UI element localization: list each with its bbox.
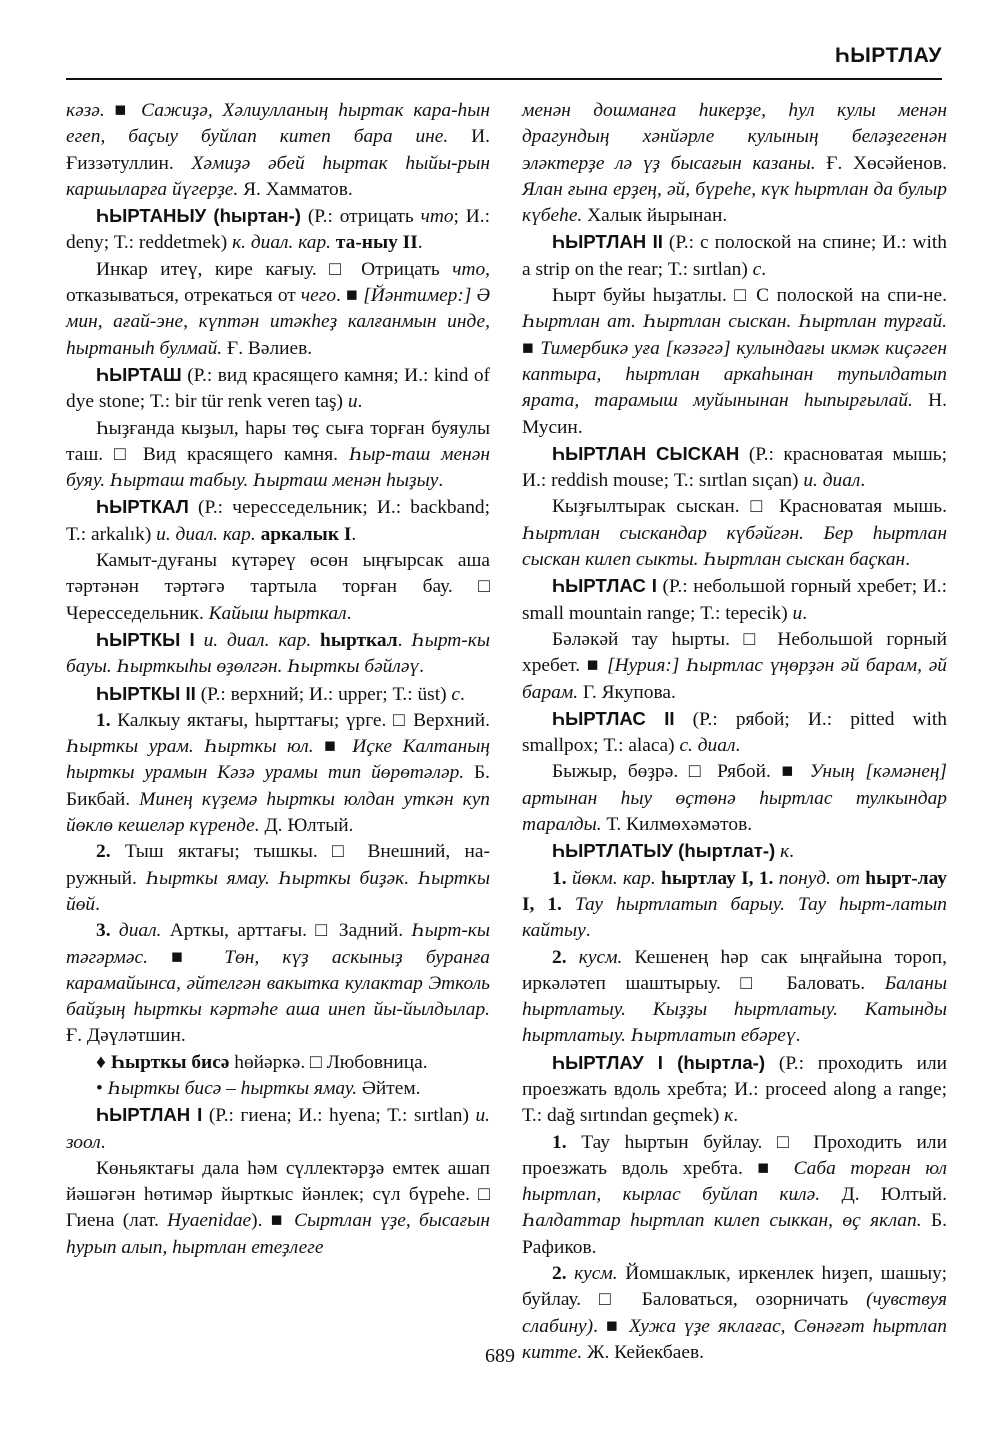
entry-header bbox=[66, 494, 490, 548]
example-text: менән дошманға һикерҙе, һул кулы менән драгундың хәнйәрле кулының беләҙегенән эләктерҙе лә үҙ бысағын казаны. bbox=[522, 100, 947, 174]
headword: ҺЫРТЛАУ I (һыртла-) bbox=[552, 1051, 766, 1073]
text: . bbox=[346, 602, 352, 624]
text: (Р.: вид красящего камня; И.: kind of dye stone; Т.: bir tür renk veren taş) bbox=[66, 364, 490, 413]
sense bbox=[66, 708, 490, 839]
text: , отказываться, отрекаться от bbox=[66, 258, 490, 307]
example-text: Һалдаттар һыртлап килеп сыккан, өҫ яклап. bbox=[522, 1210, 922, 1232]
definition bbox=[66, 548, 490, 627]
entry-header bbox=[522, 838, 947, 865]
text: Һырт буйы һыҙатлы. □ С полоской на спи-не. bbox=[552, 285, 947, 307]
author: Н. Мусин. bbox=[522, 390, 947, 438]
cross-reference: һыртлау I, 1. bbox=[661, 867, 774, 889]
example-text: [Йәнтимер:] Ә мин, ағай-эне, күптән итәкһеҙ калғанмын инде, һыртаныһ булмай. bbox=[66, 285, 490, 359]
example-text: Минең күҙемә һырткы юлдан уткән куп йөклө кешеләр күренде. bbox=[66, 788, 490, 837]
text: (Р.: красноватая мышь; И.: reddish mouse; Т.: sırtlan sıçan) bbox=[522, 443, 947, 492]
author: Ғ. Хөсәйенов. bbox=[815, 152, 947, 174]
grammar-label: к bbox=[724, 1105, 734, 1127]
example-text: Һырткы урам. Һырткы юл. bbox=[66, 736, 314, 758]
text: . bbox=[357, 391, 363, 413]
text: Камыт-дуғаны күтәреү өсөн ыңғырсак аша тәртәнән тәртәгә тартыла торған бау. □ Чересседельник. bbox=[66, 550, 490, 624]
example-text: Сажиҙә, Хәлиулланың һыртак кара-һын егеп, баҫыу буйлап китеп бара ине. bbox=[66, 100, 491, 148]
grammar-label: с bbox=[451, 683, 460, 705]
headword: ҺЫРТЛАН СЫСКАН bbox=[552, 442, 740, 464]
author: Ғ. Дәүләтшин. bbox=[66, 1025, 186, 1047]
text: кәзә. ■ bbox=[66, 100, 142, 121]
entry-header bbox=[522, 573, 947, 627]
author: Г. Якупова. bbox=[578, 681, 676, 703]
text: һөйәркә. □ Любовница. bbox=[229, 1051, 428, 1073]
example-text: Һыртлан сыскандар күбәйгән. Бер һыртлан сыскан килеп сыкты. Һыртлан сыскан баҫкан bbox=[522, 522, 947, 571]
text: Әйтем. bbox=[357, 1077, 421, 1099]
text: Кыҙғылтырак сыскан. □ Красноватая мышь. bbox=[552, 496, 947, 518]
example-text: Уның [кәмәнең] артынан һыу өҫтөнә һыртлас тулкындар таралды. bbox=[522, 761, 947, 836]
sense bbox=[66, 839, 490, 918]
text: что bbox=[420, 206, 454, 228]
text: . bbox=[761, 258, 767, 280]
diamond-icon: ♦ bbox=[96, 1051, 111, 1073]
sense-number: 2. bbox=[552, 1263, 567, 1285]
definition bbox=[522, 627, 947, 706]
headword: ҺЫРТКЫ II bbox=[96, 682, 196, 704]
author: И. Ғиззәтуллин. bbox=[66, 126, 490, 174]
grammar-label: и. зоол bbox=[66, 1105, 490, 1153]
author: Халык йырынан. bbox=[582, 205, 728, 227]
headword: ҺЫРТЛАН II bbox=[552, 231, 663, 253]
text: . ■ bbox=[336, 285, 364, 307]
grammar-label: и. диал bbox=[803, 470, 861, 492]
text: . bbox=[735, 735, 741, 757]
text: Инкар итеү, кире кағыу. □ Отрицать bbox=[96, 258, 453, 280]
text: . bbox=[795, 1025, 801, 1047]
page-number: 689 bbox=[485, 1345, 515, 1367]
cross-reference: та-ныу II bbox=[335, 232, 418, 254]
text: ■ bbox=[147, 946, 225, 968]
text: ■ bbox=[522, 337, 541, 359]
grammar-label: понуд. от bbox=[778, 867, 860, 889]
definition bbox=[66, 416, 490, 495]
sense-number: 2. bbox=[552, 946, 567, 968]
text: . bbox=[417, 232, 423, 254]
text: Бәләкәй тау һырты. □ Небольшой горный хребет. ■ bbox=[522, 628, 947, 677]
text: . bbox=[351, 523, 357, 545]
definition bbox=[522, 283, 947, 441]
author: Д. Юлтый. bbox=[820, 1184, 948, 1206]
text bbox=[311, 630, 320, 651]
author: Д. Юлтый. bbox=[259, 815, 354, 837]
text: что bbox=[452, 258, 486, 280]
example-text: Хәмиҙә әбей һыртак һыйы-рын каршыларға йүгерҙе. bbox=[66, 152, 490, 200]
grammar-label: йөкм. кар. bbox=[566, 867, 656, 889]
example-text: Һырт-кы тәгәрмәс. bbox=[66, 920, 490, 968]
example-text: Баланы һыртлатыу. Кыҙҙы һыртлатыу. Катынды һыртлатыу. Һыртлатып ебәреү bbox=[522, 972, 947, 1047]
example-text: Һырткы бисә – һырткы ямау. bbox=[107, 1077, 358, 1099]
grammar-label: с bbox=[752, 258, 762, 280]
latin-name: Hyaenidae bbox=[167, 1210, 252, 1232]
grammar-label: и bbox=[347, 391, 358, 413]
phrase: Һырткы бисә bbox=[110, 1051, 230, 1073]
text: (Р.: чересседельник; И.: backband; Т.: arkalık) bbox=[66, 497, 490, 545]
entry-header bbox=[66, 1102, 490, 1156]
text: . bbox=[905, 549, 911, 571]
text: Йомшаклык, иркенлек һиҙеп, шашыу; буйлау. □ Баловаться, озорничать bbox=[522, 1263, 947, 1311]
text: . bbox=[438, 470, 444, 492]
sense-number: 1. bbox=[552, 1131, 567, 1153]
text: Тау һыртын буйлау. □ Проходить или проезжать вдоль хребта. ■ bbox=[522, 1131, 947, 1179]
text: Һыҙғанда кыҙыл, һары төҫ сыға торған буяулы таш. □ Вид красящего камня. bbox=[66, 417, 490, 465]
entry-header bbox=[522, 706, 947, 760]
definition bbox=[522, 494, 947, 573]
text: Арткы, арттағы. □ Задний. bbox=[161, 920, 412, 942]
example-text: Сыртлан үҙе, бысағын һурып алып, һыртлан етеҙлеге bbox=[66, 1210, 490, 1258]
text: . bbox=[419, 656, 424, 678]
grammar-label: кусм. bbox=[566, 946, 623, 968]
header-rule bbox=[66, 78, 942, 80]
grammar-label: диал. bbox=[110, 920, 162, 942]
headword: ҺЫРТЛАТЫУ (һыртлат-) bbox=[552, 840, 776, 862]
text: (Р.: небольшой горный хребет; И.: small mountain range; Т.: tepecik) bbox=[522, 576, 948, 624]
definition bbox=[522, 759, 947, 838]
grammar-label: к bbox=[780, 841, 790, 863]
example-text: Иҫке Калтаның һырткы урамын Кәзә урамы тип йөрөтәләр. bbox=[66, 736, 490, 784]
grammar-label: и. диал. кар. bbox=[203, 629, 312, 651]
text bbox=[562, 894, 575, 915]
text: . bbox=[100, 1131, 106, 1153]
phraseology bbox=[66, 1050, 490, 1076]
text: Быжыр, бөҙрә. □ Рябой. ■ bbox=[552, 761, 810, 783]
definition bbox=[66, 257, 490, 362]
text: (Р.: рябой; И.: pitted with smallpox; Т.: alaca) bbox=[522, 708, 947, 757]
entry-header bbox=[522, 441, 947, 495]
example-text: Кайыш һырткал bbox=[208, 602, 347, 624]
text bbox=[195, 630, 204, 651]
text: (Р.: верхний; И.: upper; Т.: üst) bbox=[195, 683, 452, 705]
author: Б. Рафиков. bbox=[522, 1210, 947, 1258]
example-text: Төн, күҙ аскыныҙ буранға карамайынса, әйтелгән вакытка кулактар Этколь байҙың һырткы кәртәһе аша инеп йы-йылдылар. bbox=[66, 946, 490, 1021]
grammar-label: с. диал bbox=[679, 735, 736, 757]
headword: ҺЫРТЛАС II bbox=[552, 707, 675, 729]
grammar-label: к. диал. кар. bbox=[232, 232, 332, 254]
entry-header bbox=[66, 362, 490, 416]
headword: ҺЫРТЛАС I bbox=[552, 575, 657, 597]
sense bbox=[522, 1130, 947, 1261]
text: ; И.: deny; Т.: reddetmek) bbox=[66, 206, 490, 254]
cross-reference: аркалык I bbox=[260, 523, 352, 545]
example-text: Һыр-таш менән буяу. Һырташ табыу. Һырташ менән һыҙыу bbox=[66, 443, 490, 492]
cross-reference: һырт-лау I, 1. bbox=[522, 867, 947, 915]
sense-number: 1. bbox=[96, 709, 111, 731]
left-column bbox=[66, 98, 490, 1261]
text: . bbox=[460, 683, 465, 705]
entry-continuation bbox=[522, 98, 947, 229]
sense bbox=[66, 918, 490, 1049]
example-text: Тимербикә уға [кәзәгә] кулындағы икмәк киҫәген каптыра, һыртлан аркаһынан тупылдатып ярата, тарамыш муйынынан һыпырғылай. bbox=[522, 337, 948, 412]
author: Б. Бикбай. bbox=[66, 762, 490, 810]
entry-continuation bbox=[66, 98, 490, 203]
text: Калкыу яктағы, һырттағы; үрге. □ Верхний. bbox=[110, 709, 490, 731]
author: Ж. Кейекбаев. bbox=[582, 1341, 704, 1363]
headword: ҺЫРТАШ bbox=[96, 363, 182, 385]
example-text: Һырт-кы бауы. Һырткыһы өҙөлгән. Һырткы бәйләү bbox=[66, 629, 490, 678]
bullet-icon: • bbox=[96, 1077, 108, 1099]
entry-header bbox=[522, 1050, 947, 1130]
sense-number: 3. bbox=[96, 920, 111, 942]
grammar-label: и bbox=[792, 602, 803, 624]
headword: ҺЫРТАНЫУ (һыртан-) bbox=[96, 205, 301, 227]
text: . bbox=[397, 629, 412, 651]
entry-header bbox=[522, 229, 947, 283]
right-column bbox=[522, 98, 947, 1366]
text: Кешенең һәр сак ыңғайына тороп, иркәләтеп шаштырыу. □ Баловать. bbox=[522, 946, 948, 994]
text: . ■ bbox=[593, 1315, 629, 1337]
text: . bbox=[789, 841, 795, 863]
headword: ҺЫРТКАЛ bbox=[96, 496, 189, 518]
text: (Р.: проходить или проезжать вдоль хребта; И.: proceed along a range; Т.: dağ sırtından geçmek) bbox=[522, 1052, 948, 1127]
proverb bbox=[66, 1076, 490, 1102]
running-head: ҺЫРТЛАУ bbox=[834, 44, 942, 67]
entry-header bbox=[66, 681, 490, 708]
cross-reference: һырткал bbox=[320, 629, 398, 651]
sense bbox=[522, 945, 947, 1050]
text: (Р.: гиена; И.: hyena; Т.: sırtlan) bbox=[202, 1105, 476, 1127]
text: ■ bbox=[313, 736, 353, 758]
entry-header bbox=[66, 627, 490, 681]
text: . bbox=[585, 920, 591, 942]
text: (чувствуя слабину) bbox=[522, 1289, 947, 1337]
example-text: Ялан ғына ерҙең, әй, бүреһе, күк һыртлан да булыр күбеһе. bbox=[522, 178, 947, 227]
text: . bbox=[733, 1105, 739, 1127]
text: ). ■ bbox=[251, 1210, 295, 1232]
headword: ҺЫРТКЫ I bbox=[96, 628, 195, 650]
example-text: [Нурия:] Һыртлас үңөрҙән әй барам, әй барам. bbox=[522, 655, 947, 703]
definition bbox=[66, 1156, 490, 1261]
grammar-label: и. диал. кар. bbox=[156, 523, 256, 545]
text: (Р.: с полоской на спине; И.: with a strip on the rear; Т.: sırtlan) bbox=[522, 232, 947, 280]
text: чего bbox=[300, 285, 337, 307]
grammar-label: кусм. bbox=[566, 1263, 618, 1285]
text: Көньяктағы дала һәм сүллектәрҙә емтек ашап йәшәгән һөтимәр йырткыс йәнлек; сүл бүреһе. □ Гиена (лат. bbox=[66, 1157, 490, 1232]
author: Я. Хамматов. bbox=[238, 178, 353, 200]
example-text: Һыртлан ат. Һыртлан сыскан. Һыртлан турғай. bbox=[522, 311, 947, 333]
example-text: Хужа үҙе яклағас, Сөнәғәт һыртлап китте. bbox=[522, 1315, 947, 1363]
headword: ҺЫРТЛАН I bbox=[96, 1104, 203, 1126]
text: . bbox=[802, 602, 808, 624]
text: (Р.: отрицать bbox=[301, 206, 421, 228]
example-text: Саба торған юл һыртлап, кырлас буйлап килә. bbox=[522, 1157, 947, 1206]
example-text: Тау һыртлатып барыу. Тау һырт-латып кайтыу bbox=[522, 893, 947, 942]
text: Тыш яктағы; тышкы. □ Внешний, на-ружный. bbox=[66, 841, 490, 889]
text: . bbox=[860, 470, 866, 492]
sense-number: 1. bbox=[552, 867, 567, 889]
sense bbox=[522, 866, 947, 945]
sense-number: 2. bbox=[96, 841, 111, 863]
author: Т. Килмөхәмәтов. bbox=[601, 814, 753, 836]
text: . bbox=[95, 893, 100, 915]
entry-header bbox=[66, 203, 490, 257]
example-text: Һырткы ямау. Һырткы биҙәк. Һырткы йөй bbox=[66, 867, 490, 915]
author: Ғ. Вәлиев. bbox=[222, 337, 313, 359]
